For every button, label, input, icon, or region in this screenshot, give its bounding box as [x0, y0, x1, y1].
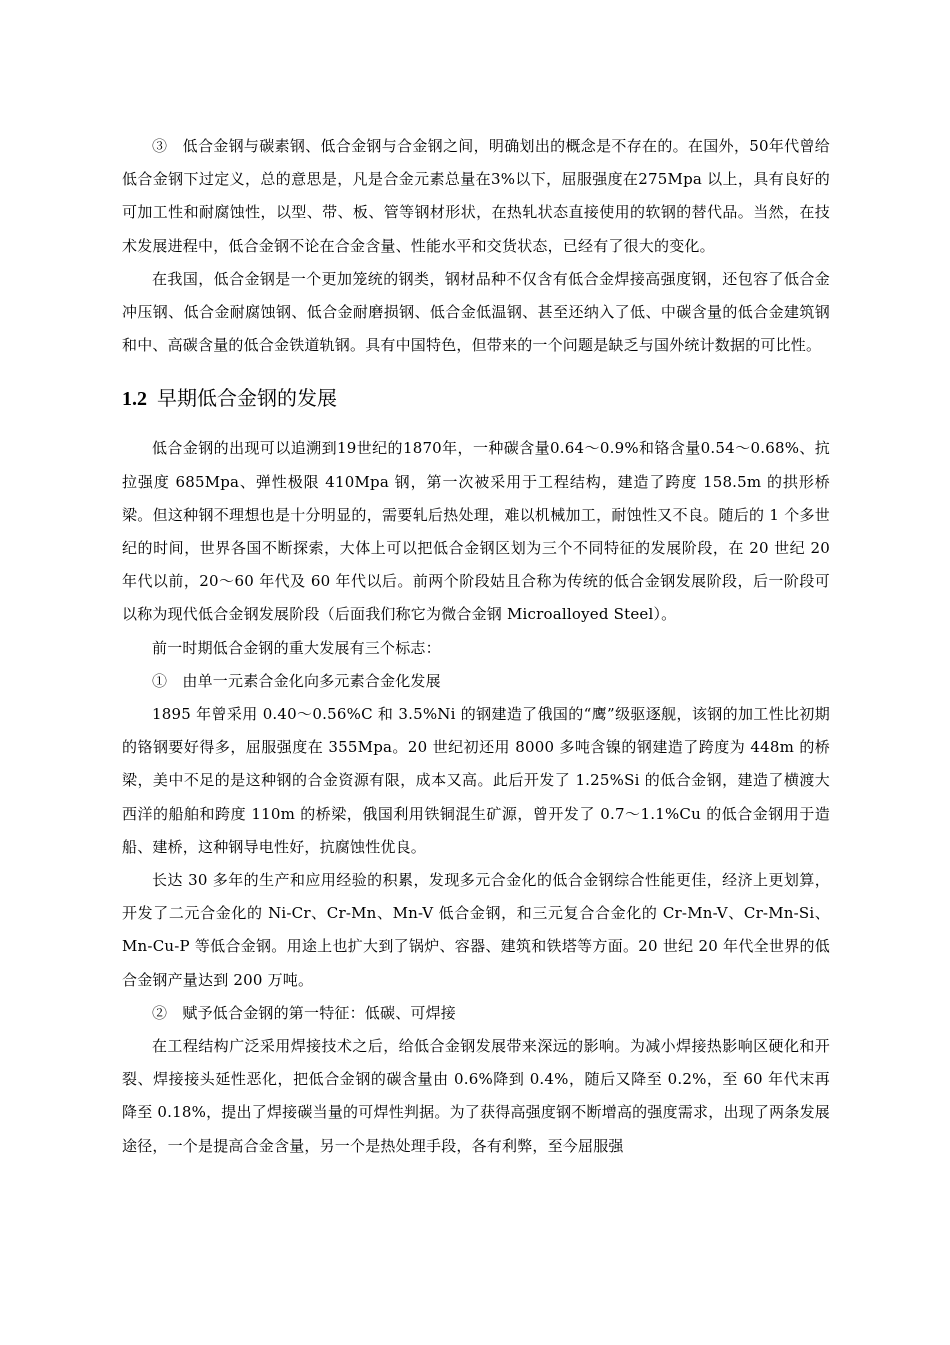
section-heading — [122, 383, 830, 414]
paragraph-multi-alloying: 长达 30 多年的生产和应用经验的积累，发现多元合金化的低合金钢综合性能更佳，经济上更划算，开发了二元合金化的 Ni-Cr、Cr-Mn、Mn-V 低合金钢，和三元复合合金化的 Cr-Mn-V、Cr-Mn-Si、Mn-Cu-P 等低合金钢。用途上也扩大到了锅炉、容器、建筑和铁塔等方面。20 世纪 20 年代全世界的低合金钢产量达到 200 万吨。 — [122, 871, 830, 989]
list-item-mark-1: ① 由单一元素合金化向多元素合金化发展 — [152, 671, 441, 690]
paragraph-definition-china: 在我国，低合金钢是一个更加笼统的钢类，钢材品种不仅含有低合金焊接高强度钢，还包容了低合金冲压钢、低合金耐腐蚀钢、低合金耐磨损钢、低合金低温钢、甚至还纳入了低、中碳含量的低合金建筑钢和中、高碳含量的低合金铁道轨钢。具有中国特色，但带来的一个问题是缺乏与国外统计数据的可比性。 — [122, 269, 830, 355]
paragraph-definition-abroad: ③ 低合金钢与碳素钢、低合金钢与合金钢之间，明确划出的概念是不存在的。在国外，50年代曾给低合金钢下过定义，总的意思是，凡是合金元素总量在3%以下，屈服强度在275Mpa 以上，具有良好的可加工性和耐腐蚀性，以型、带、板、管等钢材形状，在热轧状态直接使用的软钢的替代品。当然，在技术发展进程中，低合金钢不论在合金含量、性能水平和交货状态，已经有了很大的变化。 — [122, 137, 830, 255]
section-title: 早期低合金钢的发展 — [157, 386, 337, 411]
paragraph-single-to-multi: 1895 年曾采用 0.40～0.56%C 和 3.5%Ni 的钢建造了俄国的“鹰”级驱逐舰，该钢的加工性比初期的铬钢要好得多，屈服强度在 355Mpa。20 世纪初还用 8000 多吨含镍的钢建造了跨度为 448m 的桥梁，美中不足的是这种钢的合金资源有限，成本又高。此后开发了 1.25%Si 的低合金钢，建造了横渡大西洋的船舶和跨度 110m 的桥梁，俄国利用铁铜混生矿源，曾开发了 0.7～1.1%Cu 的低合金钢用于造船、建桥，这种钢导电性好，抗腐蚀性优良。 — [122, 705, 830, 856]
paragraph-low-carbon-weldable: 在工程结构广泛采用焊接技术之后，给低合金钢发展带来深远的影响。为减小焊接热影响区硬化和开裂、焊接接头延性恶化，把低合金钢的碳含量由 0.6%降到 0.4%，随后又降至 0.2%，至 60 年代末再降至 0.18%，提出了焊接碳当量的可焊性判据。为了获得高强度钢不断增高的强度需求，出现了两条发展途径，一个是提高合金含量，另一个是热处理手段，各有利弊，至今屈服强 — [122, 1037, 830, 1155]
list-item-mark-2: ② 赋予低合金钢的第一特征：低碳、可焊接 — [152, 1003, 457, 1022]
section-number: 1.2 — [122, 388, 147, 411]
document-page — [122, 130, 830, 1163]
paragraph-history: 低合金钢的出现可以追溯到19世纪的1870年，一种碳含量0.64～0.9%和铬含量0.54～0.68%、抗拉强度 685Mpa、弹性极限 410Mpa 钢，第一次被采用于工程结构，建造了跨度 158.5m 的拱形桥梁。但这种钢不理想也是十分明显的，需要轧后热处理，难以机械加工，耐蚀性又不良。随后的 1 个多世纪的时间，世界各国不断探索，大体上可以把低合金钢区划为三个不同特征的发展阶段，在 20 世纪 20 年代以前，20～60 年代及 60 年代以后。前两个阶段姑且合称为传统的低合金钢发展阶段，后一阶段可以称为现代低合金钢发展阶段（后面我们称它为微合金钢 Microalloyed Steel）。 — [122, 439, 830, 624]
paragraph-three-marks: 前一时期低合金钢的重大发展有三个标志： — [152, 638, 441, 657]
